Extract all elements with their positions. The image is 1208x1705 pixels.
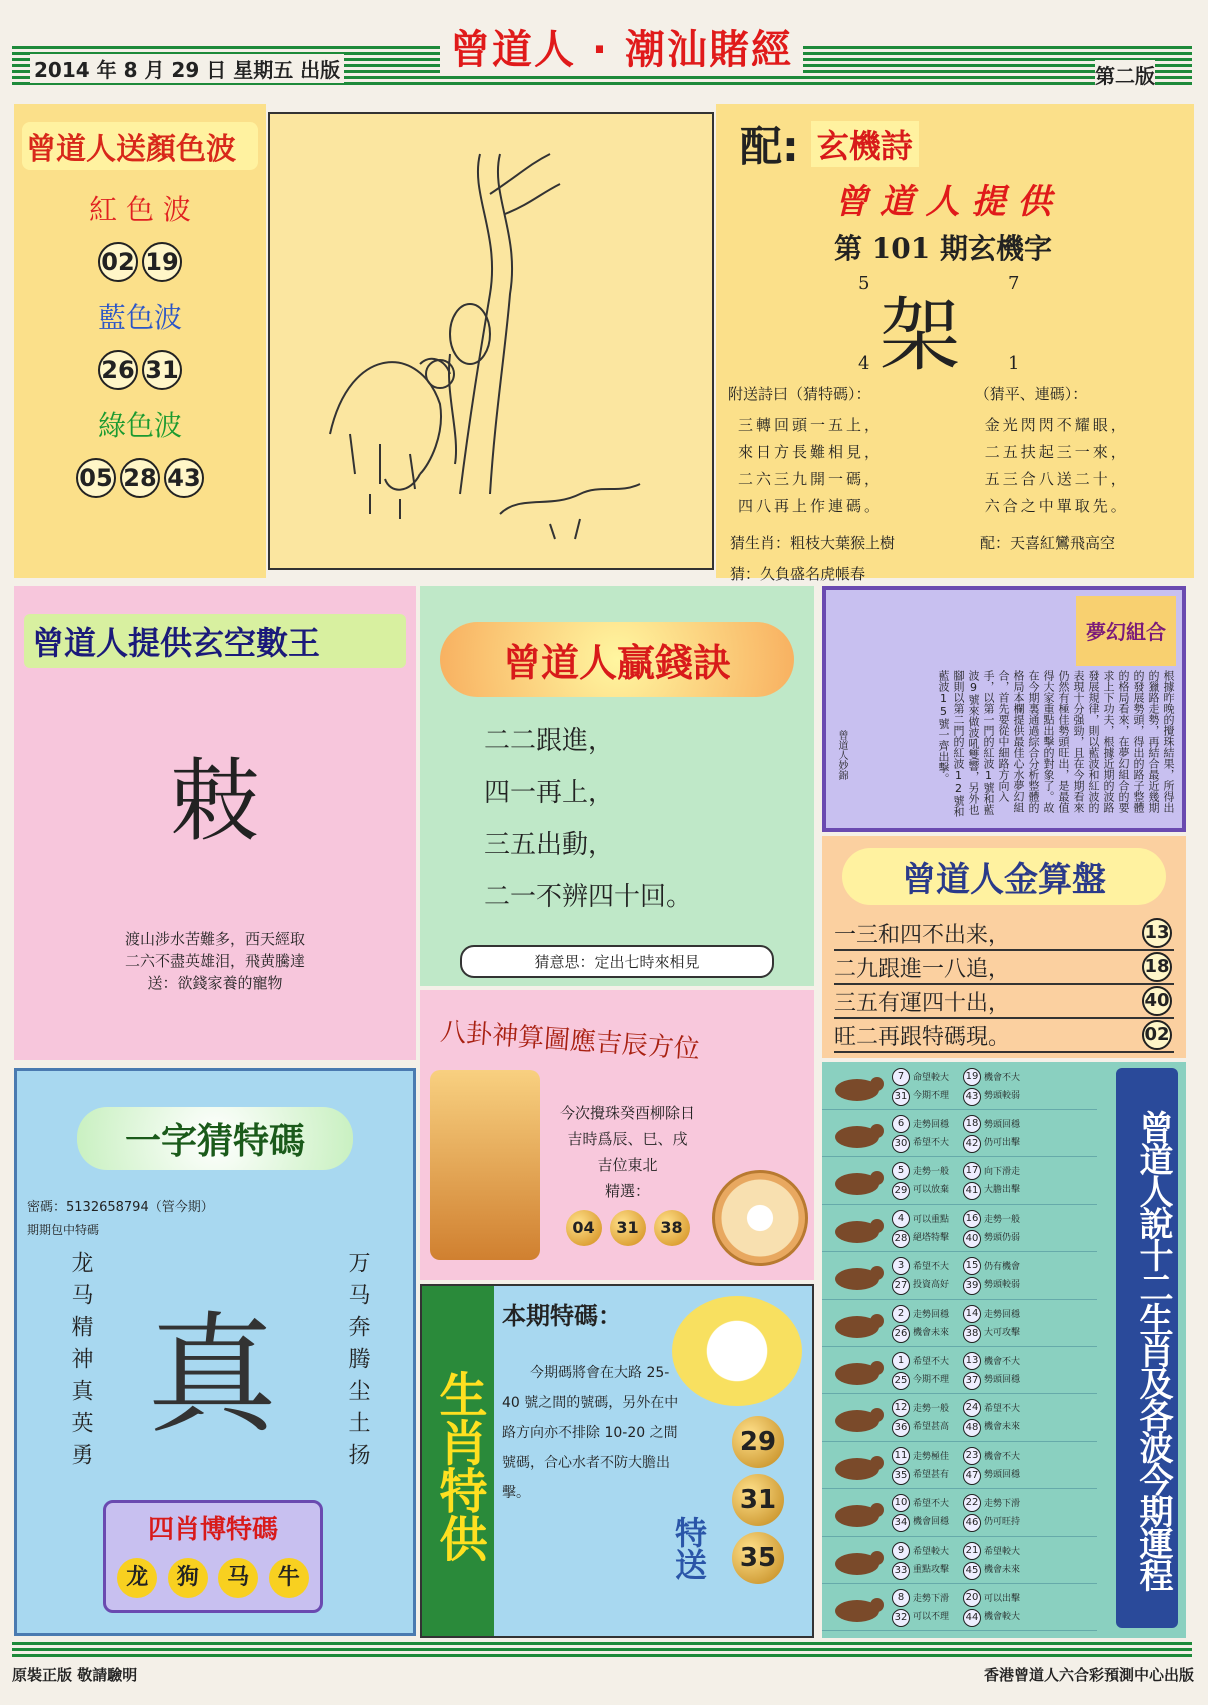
zodiac-note: 走勢回穩 [913,1309,950,1320]
win-line: 三五出動， [484,830,615,860]
zodiac-numbers [892,1399,910,1437]
zodiac-number: 29 [892,1182,910,1200]
poem-line: 二六三九開一碼， [738,470,883,488]
zodiac-row [822,1206,1097,1252]
zodiac-note: 向下滑走 [984,1167,1021,1178]
abacus-number: 02 [1142,1020,1172,1050]
poem-left [728,383,975,522]
zodiac-number: 6 [892,1115,910,1133]
zodiac-note: 走勢一般 [913,1404,950,1415]
flower-rat-icon [672,1296,802,1406]
zodiac-row [822,1538,1097,1584]
zodiac-text [913,1544,963,1578]
goat-icon [822,1398,892,1438]
zodiac-numbers [892,1447,910,1485]
zodiac-note: 勢頭較弱 [984,1090,1021,1101]
zodiac-number: 11 [892,1447,910,1465]
zodiac-number: 36 [892,1419,910,1437]
footer-stripes [12,1642,1192,1660]
zodiac-text [984,1164,1034,1198]
zodiac-number: 14 [963,1305,981,1323]
couplet-left: 龙马精神真英勇 [68,1251,93,1475]
zodiac-numbers [892,1589,910,1627]
poem-line: 金光閃閃不耀眼， [984,416,1129,434]
zodiac-pick: 狗 [168,1558,208,1598]
zodiac-number: 12 [892,1399,910,1417]
zodiac-panel [822,1062,1186,1638]
xuankong-title: 曾道人提供玄空數王 [24,614,406,668]
zodiac-side-title: 曾道人說十二生肖及各波今期運程 [1116,1068,1178,1628]
footer-left: 原裝正版 敬請驗明 [12,1666,138,1684]
zodiac-number: 48 [963,1419,981,1437]
zodiac-note: 機會未來 [984,1564,1021,1575]
red-wave-label: 紅 色 波 [89,193,191,226]
zodiac-note: 勢頭較弱 [984,1280,1021,1291]
zodiac-number: 13 [963,1352,981,1370]
win-line: 二一不辨四十回。 [484,882,693,912]
corner-number: 1 [1008,353,1020,374]
win-line: 四一再上， [484,778,615,808]
xuanji-provider: 曾 道 人 提 供 [834,182,1052,222]
red-wave-numbers [14,242,266,282]
win-line: 二二跟進， [484,726,615,756]
zodiac-note: 勢頭回穩 [984,1374,1021,1385]
zodiac-numbers [892,1162,910,1200]
zodiac-row [822,1443,1097,1489]
xuankong-panel [14,586,416,1060]
zodiac-row [822,1301,1097,1347]
zodiac-numbers [892,1352,910,1390]
zodiac-text [984,1117,1034,1151]
xuanji-poem-title: 玄機詩 [811,121,919,167]
zodiac-note: 希望甚有 [913,1469,950,1480]
zodiac-note: 可以出擊 [984,1593,1021,1604]
dream-signature: 曾道人妙錦 [836,730,847,780]
zodiac-number: 43 [963,1088,981,1106]
zodiac-note: 可以不理 [913,1611,950,1622]
zodiac-note: 希望較大 [984,1546,1021,1557]
number-ball: 31 [142,350,182,390]
couplet-right: 万马奔腾尘土扬 [345,1251,370,1475]
bagua-line: 今次攪珠癸酉柳除日 [560,1104,696,1122]
zodiac-number: 15 [963,1257,981,1275]
secret-code: 密碼：5132658794（管今期） [27,1200,214,1215]
zodiac-row [822,1348,1097,1394]
zodiac-pick: 马 [218,1558,258,1598]
number-ball: 28 [120,458,160,498]
zodiac-number: 9 [892,1542,910,1560]
zodiac-numbers [892,1210,910,1248]
zodiac-table [822,1064,1102,1634]
zodiac-note: 機會不大 [984,1451,1021,1462]
win-guess: 猜意思：定出七時來相見 [460,945,774,978]
xuanji-issue: 第 101 期玄機字 [834,232,1052,265]
issue-date: 2014 年 8 月 29 日 星期五 出版 [30,54,344,83]
zodiac-text [913,1449,963,1483]
poem-line: 二六不盡英雄泪，飛黄騰達 [124,952,305,970]
zodiac-number: 38 [963,1325,981,1343]
zodiac-number: 25 [892,1372,910,1390]
special-ball: 35 [732,1532,784,1584]
poem-line: 二五扶起三一來， [984,443,1129,461]
special-numbers [732,1410,784,1590]
zodiac-text [984,1354,1034,1388]
zodiac-note: 希望不大 [984,1404,1021,1415]
zodiac-number: 44 [963,1609,981,1627]
zodiac-note: 機會回穩 [913,1517,950,1528]
poem-line: 四八再上作連碼。 [738,497,883,515]
zodiac-numbers [963,1542,981,1580]
special-title: 本期特碼： [502,1302,622,1330]
zodiac-row [822,1254,1097,1300]
zodiac-numbers [963,1589,981,1627]
abacus-line: 二九跟進一八追， [834,956,1011,982]
zodiac-numbers [892,1494,910,1532]
zodiac-note: 大膽出擊 [984,1185,1021,1196]
zodiac-number: 16 [963,1210,981,1228]
corner-number: 4 [858,353,870,374]
zodiac-numbers [892,1542,910,1580]
xuanji-character: 架 [880,289,960,382]
bagua-title: 八卦神算圖應吉辰方位 [439,1016,701,1066]
rat-icon [822,1067,892,1107]
zodiac-number: 27 [892,1277,910,1295]
zodiac-numbers [892,1305,910,1343]
zodiac-note: 可以重點 [913,1214,950,1225]
guess-match: 配：天喜紅鸞飛高空 [980,534,1116,552]
zodiac-number: 31 [892,1088,910,1106]
zodiac-number: 28 [892,1230,910,1248]
rooster-icon [822,1493,892,1533]
zodiac-row [822,1491,1097,1537]
zodiac-number: 8 [892,1589,910,1607]
zodiac-note: 勢頭仍弱 [984,1232,1021,1243]
zodiac-row [822,1585,1097,1631]
guess-line: 猜：久負盛名虎帳春 [730,565,866,583]
number-ball: 26 [98,350,138,390]
one-char-panel [14,1068,416,1636]
dream-title: 夢幻組合 [1076,596,1176,666]
zodiac-text [913,1354,963,1388]
zodiac-number: 3 [892,1257,910,1275]
abacus-line: 三五有運四十出， [834,990,1011,1016]
zodiac-number: 2 [892,1305,910,1323]
zodiac-number: 35 [892,1467,910,1485]
zodiac-number: 33 [892,1562,910,1580]
abacus-title: 曾道人金算盤 [842,848,1166,905]
pick-ball: 38 [654,1210,690,1246]
one-char-title: 一字猜特碼 [77,1107,353,1170]
zodiac-note: 機會不大 [984,1356,1021,1367]
zodiac-number: 20 [963,1589,981,1607]
xuankong-poem [14,928,416,994]
number-ball: 19 [142,242,182,282]
zodiac-number: 40 [963,1230,981,1248]
zodiac-note: 仍有機會 [984,1262,1021,1273]
zodiac-row [822,1396,1097,1442]
zodiac-pick: 龙 [117,1558,157,1598]
zodiac-note: 勢頭回穩 [984,1469,1021,1480]
zodiac-numbers [963,1494,981,1532]
zodiac-numbers [963,1305,981,1343]
special-text: 今期碼將會在大路 25-40 號之間的號碼，另外在中路方向亦不排除 10-20 之間號碼，合心水者不防大膽出擊。 [502,1365,679,1501]
zodiac-note: 走勢回穩 [913,1119,950,1130]
zodiac-numbers [963,1399,981,1437]
zodiac-numbers [963,1210,981,1248]
zodiac-number: 42 [963,1135,981,1153]
zodiac-text [913,1259,963,1293]
color-wave-title: 曾道人送顏色波 [22,122,258,170]
abacus-number: 13 [1142,918,1172,948]
bagua-wheel-icon [712,1170,808,1266]
win-panel [420,586,814,986]
poem-line: 渡山涉水苦難多，西天經取 [124,930,305,948]
zodiac-number: 4 [892,1210,910,1228]
zodiac-text [984,1070,1034,1104]
monkey-icon [822,1446,892,1486]
zodiac-note: 希望不大 [913,1499,950,1510]
zodiac-numbers [892,1068,910,1106]
zodiac-number: 22 [963,1494,981,1512]
bagua-line: 吉時爲辰、巳、戌 [567,1130,688,1148]
tree-ox-sketch [270,114,712,568]
special-ball: 31 [732,1474,784,1526]
horse-icon [822,1351,892,1391]
zodiac-row [822,1159,1097,1205]
poem-line: 六合之中單取先。 [984,497,1129,515]
zodiac-text [913,1591,963,1625]
zodiac-note: 重點攻擊 [913,1564,950,1575]
special-tesong: 特送 [670,1516,708,1580]
abacus-number: 40 [1142,986,1172,1016]
poem-line: 三轉回頭一五上， [738,416,883,434]
poem-line: 送：欲錢家養的寵物 [147,974,283,992]
zodiac-number: 47 [963,1467,981,1485]
zodiac-note: 機會不大 [984,1072,1021,1083]
special-ball: 29 [732,1416,784,1468]
special-side-title: 生肖特供 [422,1286,494,1636]
zodiac-note: 投資高好 [913,1280,950,1291]
zodiac-note: 機會未來 [984,1422,1021,1433]
zodiac-text [984,1307,1034,1341]
zodiac-note: 仍可旺持 [984,1517,1021,1528]
zodiac-number: 39 [963,1277,981,1295]
zodiac-number: 23 [963,1447,981,1465]
bagua-pick-label: 精選： [605,1182,651,1200]
four-zodiac-box [103,1500,323,1613]
color-wave-panel [14,104,266,578]
zodiac-note: 機會較大 [984,1611,1021,1622]
poem-heading: （猜平、連碼）： [974,385,1088,403]
sketch-illustration [268,112,714,570]
zodiac-numbers [892,1257,910,1295]
zodiac-row [822,1111,1097,1157]
pig-icon [822,1588,892,1628]
zodiac-text [913,1070,963,1104]
dragon-icon [822,1256,892,1296]
zodiac-number: 18 [963,1115,981,1133]
dream-panel [822,586,1186,832]
zodiac-number: 32 [892,1609,910,1627]
green-wave-numbers [14,458,266,498]
zodiac-number: 46 [963,1514,981,1532]
zodiac-note: 希望不大 [913,1262,950,1273]
pick-ball: 04 [566,1210,602,1246]
zodiac-text [984,1591,1034,1625]
zodiac-number: 21 [963,1542,981,1560]
zodiac-note: 走勢回穩 [984,1309,1021,1320]
corner-number: 5 [858,273,870,294]
zodiac-text [984,1496,1034,1530]
zodiac-number: 5 [892,1162,910,1180]
blue-wave-label: 藍色波 [97,301,182,334]
zodiac-pick: 牛 [269,1558,309,1598]
zodiac-number: 45 [963,1562,981,1580]
zodiac-note: 今期不理 [913,1374,950,1385]
ox-icon [822,1114,892,1154]
number-ball: 05 [76,458,116,498]
zodiac-text [913,1401,963,1435]
bagua-panel [420,990,814,1280]
one-char-character: 真 [147,1299,278,1451]
dog-icon [822,1541,892,1581]
zodiac-note: 希望不大 [913,1356,950,1367]
one-char-sub: 期期包中特碼 [27,1223,100,1237]
zodiac-note: 走勢下滑 [984,1499,1021,1510]
archer-figure [430,1070,540,1260]
pick-ball: 31 [610,1210,646,1246]
zodiac-note: 走勢一般 [984,1214,1021,1225]
zodiac-note: 機會未來 [913,1327,950,1338]
pei-label: 配: [740,122,799,171]
zodiac-number: 26 [892,1325,910,1343]
tiger-icon [822,1161,892,1201]
special-panel [420,1284,814,1638]
zodiac-number: 1 [892,1352,910,1370]
abacus-line: 一三和四不出来， [834,922,1011,948]
zodiac-number: 34 [892,1514,910,1532]
zodiac-text [913,1164,963,1198]
zodiac-numbers [963,1068,981,1106]
zodiac-note: 走勢一般 [913,1167,950,1178]
number-ball: 43 [164,458,204,498]
blue-wave-numbers [14,350,266,390]
zodiac-note: 仍可出擊 [984,1137,1021,1148]
zodiac-note: 走勢極佳 [913,1451,950,1462]
rabbit-icon [822,1209,892,1249]
abacus-line: 旺二再跟特碼現。 [834,1024,1011,1050]
poem-right [975,383,1182,522]
zodiac-number: 7 [892,1068,910,1086]
zodiac-text [984,1401,1034,1435]
zodiac-number: 19 [963,1068,981,1086]
zodiac-number: 10 [892,1494,910,1512]
dream-text: 根據昨晚的攪珠結果，所得出的獵路走勢，再結合最近幾期的發展勢頭，得出的路子整體的格局看來，在夢幻組合的要求上下功夫，根據近期的波路發展規律，則以藍波和紅波的表現十分强勁，且在今期看來仍然有極佳勢頭旺出，是最值得大家重點出擊的對象了。故在今期裏通過綜合分析整體的格局本欄提供最佳心水夢幻組合，首先要從中細路方向入手，以第一門的紅波1號和藍波9號來做波吼雙響，另外也腳則以第二門的紅波12號和藍波15號一齊出擊。 [937,670,1175,817]
zodiac-number: 30 [892,1135,910,1153]
zodiac-note: 大可攻擊 [984,1327,1021,1338]
corner-number: 7 [1008,273,1020,294]
abacus-panel [822,836,1186,1058]
zodiac-note: 希望不大 [913,1137,950,1148]
xuanji-panel [716,104,1194,583]
zodiac-note: 可以放棄 [913,1185,950,1196]
win-title: 曾道人贏錢訣 [440,622,794,697]
bagua-line: 吉位東北 [597,1156,658,1174]
guess-zodiac: 猜生肖：粗枝大葉猴上樹 [730,534,896,552]
zodiac-number: 37 [963,1372,981,1390]
abacus-number: 18 [1142,952,1172,982]
poem-line: 五三合八送二十， [984,470,1129,488]
zodiac-numbers [963,1115,981,1153]
zodiac-text [984,1449,1034,1483]
zodiac-number: 41 [963,1182,981,1200]
zodiac-numbers [963,1352,981,1390]
green-wave-label: 綠色波 [97,409,182,442]
zodiac-text [984,1259,1034,1293]
zodiac-note: 今期不理 [913,1090,950,1101]
footer-right: 香港曾道人六合彩預測中心出版 [983,1666,1194,1684]
zodiac-number: 17 [963,1162,981,1180]
edition-label: 第二版 [1095,60,1155,89]
zodiac-text [913,1496,963,1530]
zodiac-note: 希望較大 [913,1546,950,1557]
zodiac-text [913,1117,963,1151]
zodiac-text [913,1307,963,1341]
zodiac-note: 希望甚高 [913,1422,950,1433]
zodiac-numbers [963,1257,981,1295]
zodiac-note: 絕塔特擊 [913,1232,950,1243]
zodiac-numbers [963,1162,981,1200]
zodiac-note: 命望較大 [913,1072,950,1083]
zodiac-numbers [892,1115,910,1153]
snake-icon [822,1304,892,1344]
zodiac-note: 走勢下滑 [913,1593,950,1604]
zodiac-text [984,1544,1034,1578]
page-title: 曾道人 · 潮汕賭經 [440,18,803,75]
zodiac-number: 24 [963,1399,981,1417]
zodiac-text [913,1212,963,1246]
zodiac-row [822,1064,1097,1110]
zodiac-note: 勢頭回穩 [984,1119,1021,1130]
four-zodiac-title: 四肖博特碼 [147,1515,278,1545]
poem-heading: 附送詩曰（猜特碼）： [728,385,871,403]
zodiac-text [984,1212,1034,1246]
zodiac-numbers [963,1447,981,1485]
number-ball: 02 [98,242,138,282]
xuankong-glyph: 㩽 [170,749,260,854]
poem-line: 來日方長難相見， [738,443,883,461]
